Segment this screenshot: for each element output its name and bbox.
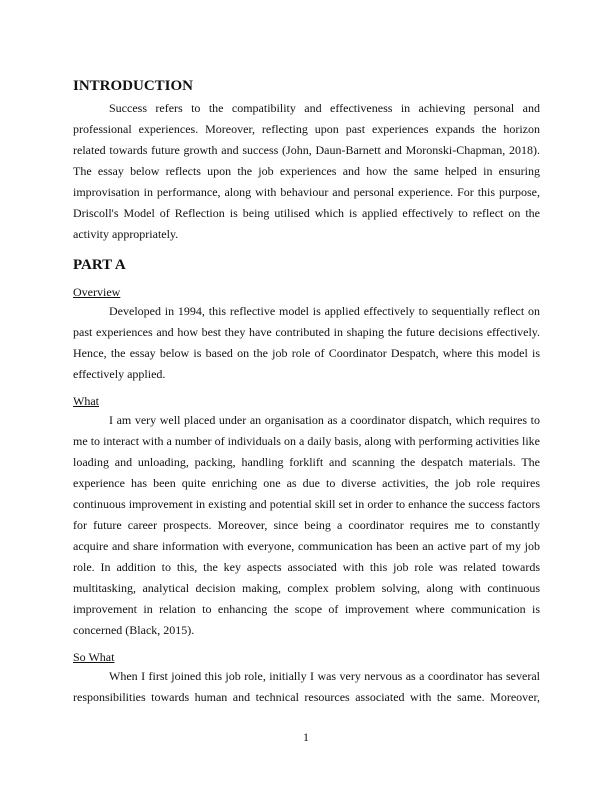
what-subheading: What: [73, 394, 99, 408]
introduction-paragraph: Success refers to the compatibility and effectiveness in achieving personal and professional experiences. Moreover, reflecting upon past experiences expands the horizon related towards future growth and success (John, Daun-Barnett and Moronski-Chapman, 2018). The essay below reflects upon the job experiences and how the same helped in ensuring improvisation in performance, along with behaviour and personal experience. For this purpose, Driscoll's Model of Reflection is being utilised which is applied effectively to reflect on the activity appropriately.: [73, 101, 540, 241]
overview-paragraph: Developed in 1994, this reflective model is applied effectively to sequentially reflect on past experiences and how best they have contributed in shaping the future decisions effectively. Hence, the essay below is based on the job role of Coordinator Despatch, where this model is effectively applied.: [73, 304, 540, 381]
overview-subheading: Overview: [73, 285, 121, 299]
so-what-subheading: So What: [73, 650, 115, 664]
introduction-heading: INTRODUCTION: [73, 78, 194, 94]
page-number: 1: [303, 730, 309, 744]
page-content: [73, 76, 540, 708]
part-a-heading: PART A: [73, 257, 126, 273]
so-what-paragraph: When I first joined this job role, initially I was very nervous as a coordinator has several responsibilities towards human and technical resources associated with the same. Moreover,: [73, 669, 540, 704]
what-paragraph: I am very well placed under an organisation as a coordinator dispatch, which requires to me to interact with a number of individuals on a daily basis, along with performing activities like loading and unloading, packing, handling forklift and scanning the despatch materials. The experience has been quite enriching one as due to diverse activities, the job role requires continuous improvement in existing and potential skill set in order to enhance the success factors for future career prospects. Moreover, since being a coordinator requires me to constantly acquire and share information with everyone, communication has been an active part of my job role. In addition to this, the key aspects associated with this job role was related towards multitasking, analytical decision making, complex problem solving, along with continuous improvement in relation to enhancing the scope of improvement where communication is concerned (Black, 2015).: [73, 413, 540, 637]
